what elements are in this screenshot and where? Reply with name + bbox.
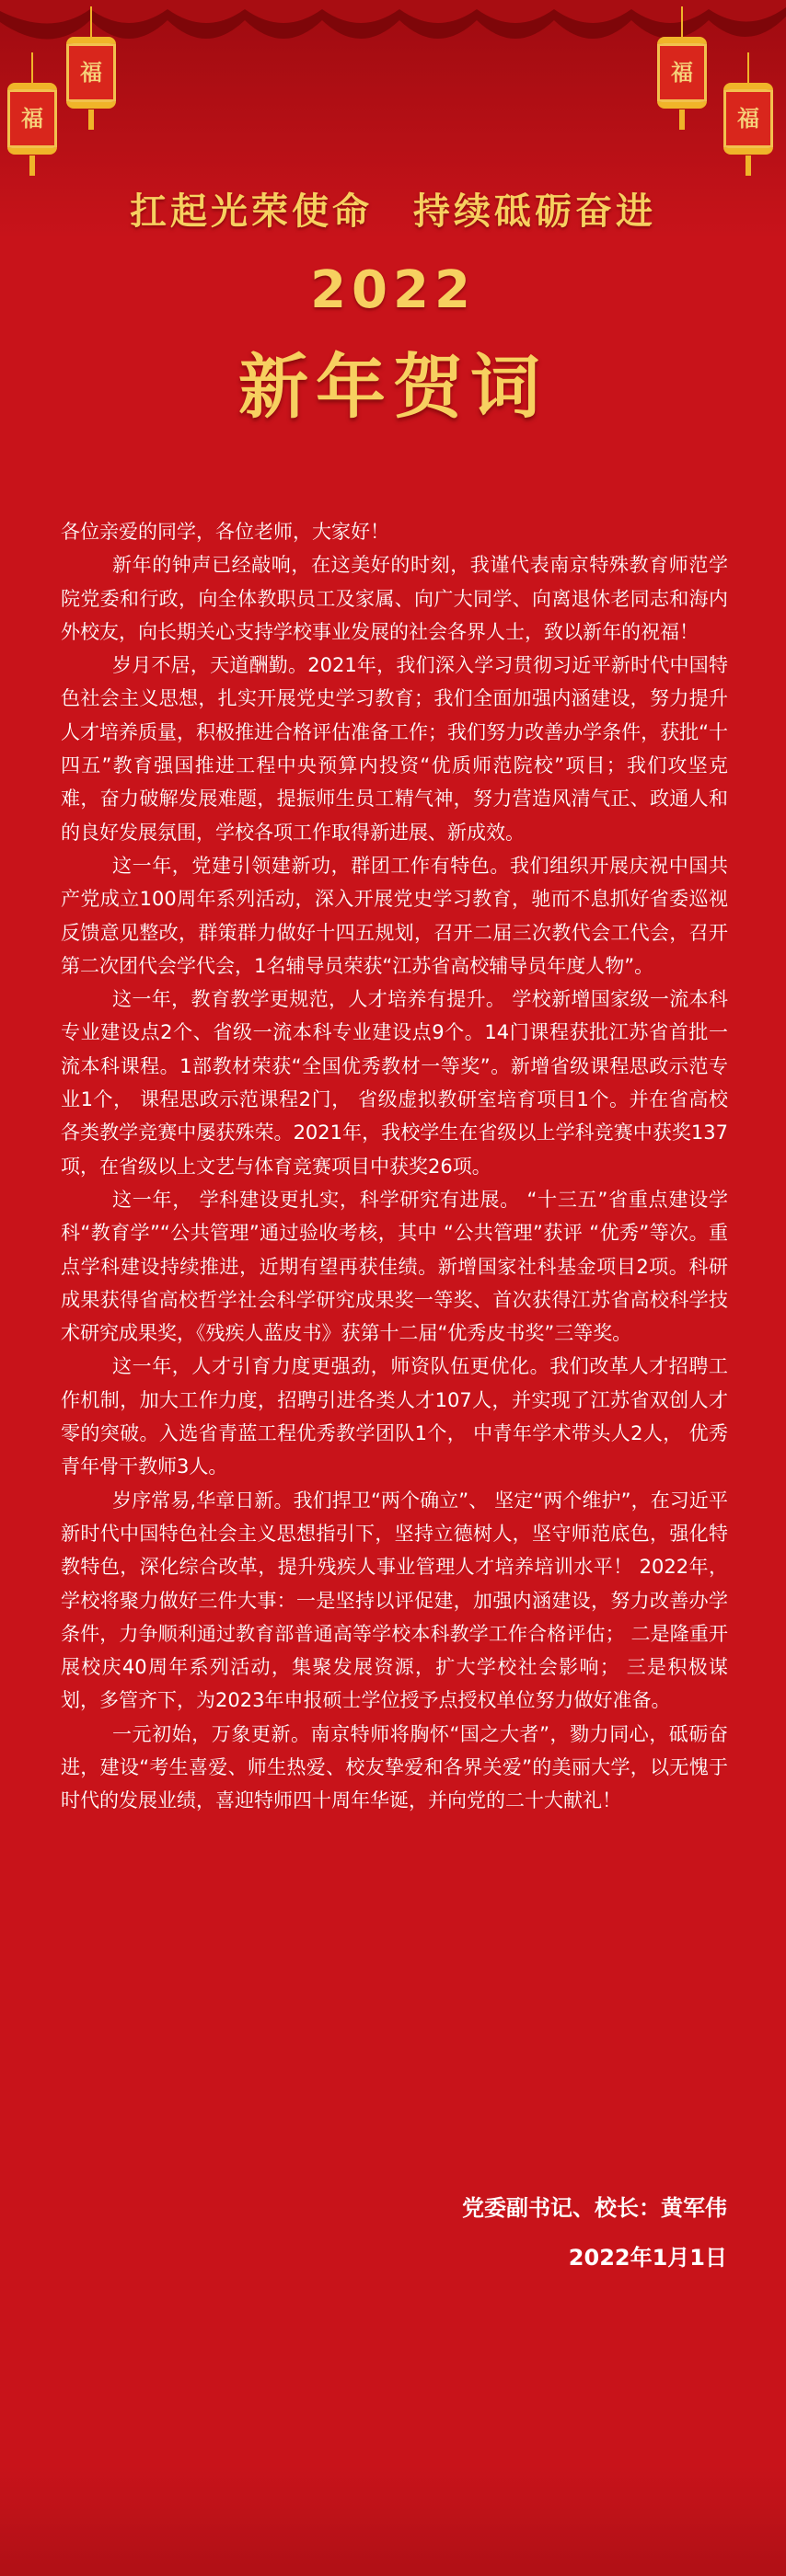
paragraph: 岁序常易,华章日新。我们捍卫“两个确立”、 坚定“两个维护”，在习近平新时代中国特色社会主义思想指引下，坚持立德树人，坚守师范底色，强化特教特色，深化综合改革，提升残疾人事业管理人才培养培训水平！ 2022年，学校将聚力做好三件大事：一是坚持以评促建，加强内涵建设，努力改善办学条件，力争顺利通过教育部普通高等学校本科教学工作合格评估； 二是隆重开展校庆40周年系列活动，集聚发展资源，扩大学校社会影响； 三是积极谋划，多管齐下，为2023年申报硕士学位授予点授权单位努力做好准备。 — [61, 1489, 728, 1712]
paragraph: 这一年，人才引育力度更强劲，师资队伍更优化。我们改革人才招聘工作机制，加大工作力度，招聘引进各类人才107人，并实现了江苏省双创人才零的突破。入选省青蓝工程优秀教学团队1个， 中青年学术带头人2人， 优秀青年骨干教师3人。 — [61, 1355, 728, 1478]
lantern-icon: 福 — [7, 83, 57, 155]
paragraph: 这一年，教育教学更规范，人才培养有提升。 学校新增国家级一流本科专业建设点2个、省级一流本科专业建设点9个。14门课程获批江苏省首批一流本科课程。1部教材荣获“全国优秀教材一等奖”。新增省级课程思政示范专业1个， 课程思政示范课程2门， 省级虚拟教研室培育项目1个。并在省高校各类教学竞赛中屡获殊荣。2021年，我校学生在省级以上学科竞赛中获奖137项，在省级以上文艺与体育竞赛项目中获奖26项。 — [61, 988, 728, 1178]
signature-date: 2022年1月1日 — [568, 2245, 727, 2271]
year-title: 2022 — [310, 260, 476, 320]
letter-body — [61, 515, 728, 1818]
lantern-icon: 福 — [66, 37, 116, 109]
signature-block — [462, 2183, 727, 2283]
slogan-title: 扛起光荣使命 持续砥砺奋进 — [130, 190, 656, 233]
paragraph: 岁月不居，天道酬勤。2021年，我们深入学习贯彻习近平新时代中国特色社会主义思想，扎实开展党史学习教育；我们全面加强内涵建设，努力提升人才培养质量，积极推进合格评估准备工作；我们努力改善办学条件，获批“十四五”教育强国推进工程中央预算内投资“优质师范院校”项目；我们攻坚克难，奋力破解发展难题，提振师生员工精气神，努力营造风清气正、政通人和的良好发展氛围，学校各项工作取得新进展、新成效。 — [61, 654, 728, 844]
paragraph: 新年的钟声已经敲响，在这美好的时刻，我谨代表南京特殊教育师范学院党委和行政，向全体教职员工及家属、向广大同学、向离退休老同志和海内外校友，向长期关心支持学校事业发展的社会各界人士，致以新年的祝福！ — [61, 554, 728, 643]
paragraph: 一元初始，万象更新。南京特师将胸怀“国之大者”，勠力同心，砥砺奋进，建设“考生喜爱、师生热爱、校友挚爱和各界关爱”的美丽大学，以无愧于时代的发展业绩，喜迎特师四十周年华诞，并向党的二十大献礼！ — [61, 1722, 728, 1812]
lantern-icon: 福 — [723, 83, 773, 155]
page-title: 新年贺词 — [238, 346, 548, 428]
greeting-line: 各位亲爱的同学，各位老师，大家好！ — [61, 521, 389, 543]
paragraph: 这一年， 学科建设更扎实，科学研究有进展。 “十三五”省重点建设学科“教育学”“公共管理”通过验收考核，其中 “公共管理”获评 “优秀”等次。重点学科建设持续推进，近期有望再获佳绩。新增国家社科基金项目2项。科研成果获得省高校哲学社会科学研究成果奖一等奖、首次获得江苏省高校科学技术研究成果奖，《残疾人蓝皮书》获第十二届“优秀皮书奖”三等奖。 — [61, 1188, 728, 1345]
paragraph: 这一年，党建引领建新功，群团工作有特色。我们组织开展庆祝中国共产党成立100周年系列活动，深入开展党史学习教育，驰而不息抓好省委巡视反馈意见整改，群策群力做好十四五规划，召开二届三次教代会工代会，召开第二次团代会学代会，1名辅导员荣获“江苏省高校辅导员年度人物”。 — [61, 854, 728, 977]
lantern-icon: 福 — [657, 37, 707, 109]
signature-author: 党委副书记、校长：黄军伟 — [462, 2195, 727, 2221]
